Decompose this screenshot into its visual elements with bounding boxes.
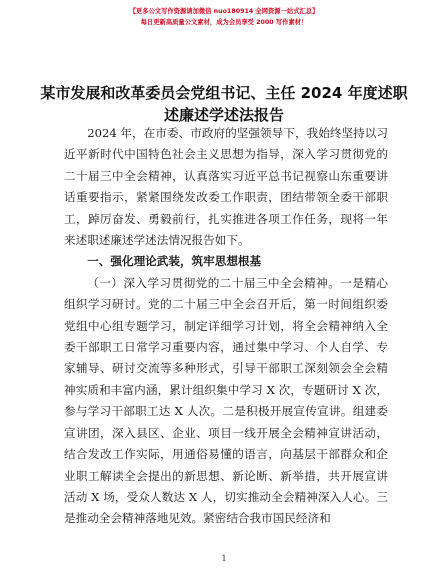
intro-paragraph: 2024 年，在市委、市政府的坚强领导下，我始终坚持以习近平新时代中国特色社会主义思想为指导，深入学习贯彻党的二十届三中全会精神，认真落实习近平总书记视察山东重要讲话重要指示，紧紧围绕发改委工作职责，团结带领全委干部职工，踔厉奋发、勇毅前行，扎实推进各项工作任务，现将一年来述职述廉述学述法情况报告如下。 — [64, 126, 388, 248]
section-paragraph: （一）深入学习贯彻党的二十届三中全会精神。一是精心组织学习研讨。党的二十届三中全会召开后，第一时间组织委党组中心组专题学习，制定详细学习计划，将全会精神纳入全委干部职工日常学习重要内容，通过集中学习、个人自学、专家辅导、研讨交流等多种形式，引导干部职工深刻领会全会精神实质和丰富内涵，累计组织集中学习 X 次，专题研讨 X 次，参与学习干部职工达 X 人次。二是积极开展宣传宣讲。组建委宣讲团，深入县区、企业、项目一线开展全会精神宣讲活动，结合发改工作实际，用通俗易懂的语言，向基层干部群众和企业职工解读全会提出的新思想、新论断、新举措，共开展宣讲活动 X 场，受众人数达 X 人，切实推动全会精神深入人心。三是推动全会精神落地见效。紧密结合我市国民经济和 — [64, 275, 388, 526]
document-body — [64, 123, 388, 530]
promo-banner-line-1: 【更多公文写作资源请加微信 nuo180914 全网资源一站式汇总】 — [129, 8, 319, 15]
document-title: 某市发展和改革委员会党组书记、主任 2024 年度述职述廉述学述法报告 — [40, 84, 408, 124]
page-number: 1 — [221, 554, 227, 563]
promo-banner — [0, 6, 448, 28]
promo-banner-line-2: 每日更新高质量公文素材，成为会员享受 2000 写作素材！ — [140, 19, 308, 26]
section-heading: 一、强化理论武装，筑牢思想根基 — [87, 254, 262, 269]
